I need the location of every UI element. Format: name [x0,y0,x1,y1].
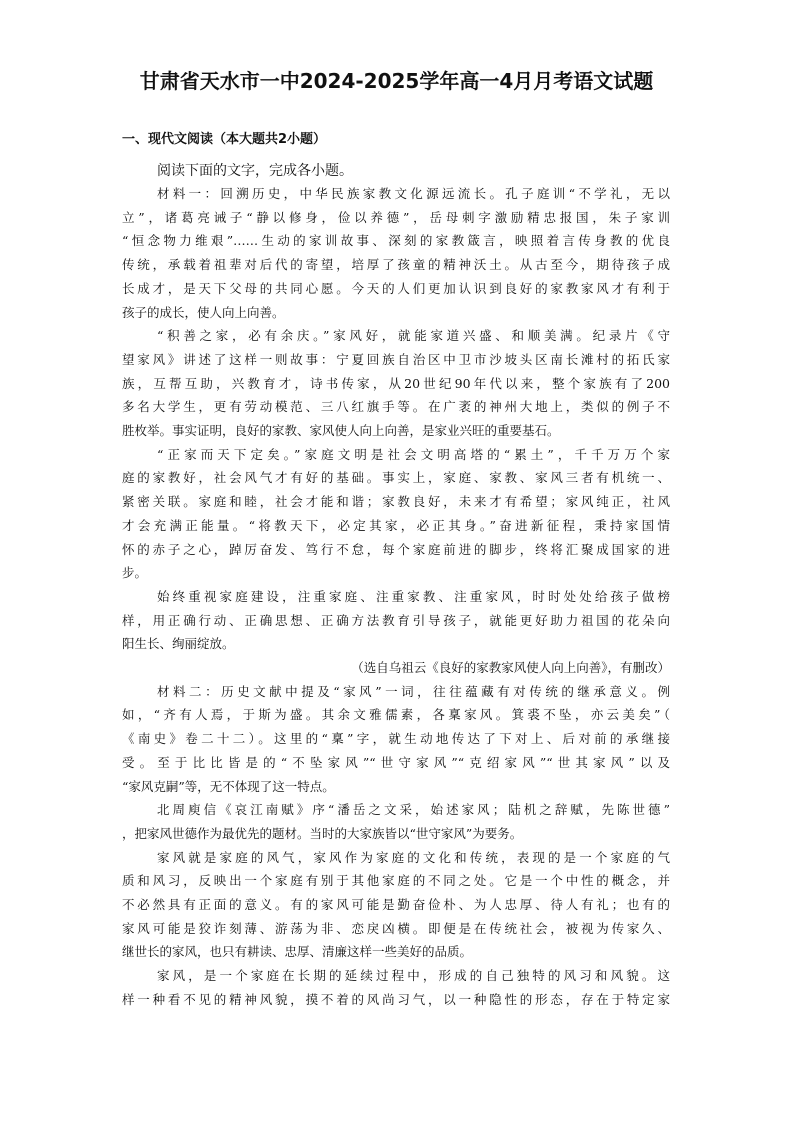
passage-line: 孩子的成长，使人向上向善。 [122,304,285,320]
passage-line: 传统，承载着祖辈对后代的寄望，培厚了孩童的精神沃土。从古至今，期待孩子成 [122,257,670,273]
passage-line: 立”，诸葛亮诫子“静以修身，俭以养德”，岳母刺字激励精忠报国，朱子家训 [122,209,670,225]
passage-line: 样一种看不见的精神风貌，摸不着的风尚习气，以一种隐性的形态，存在于特定家 [122,991,670,1007]
passage-line: 家风可能是狡诈刻薄、游荡为非、恋戾凶横。即便是在传统社会，被视为传家久、 [122,920,670,936]
passage-line: 庭的家教好，社会风气才有好的基础。事实上，家庭、家教、家风三者有机统一、 [122,470,670,486]
passage-line: 紧密关联。家庭和睦，社会才能和谐；家教良好，未来才有希望；家风纯正，社风 [122,494,670,510]
passage-line: “恒念物力维艰”……生动的家训故事、深刻的家教箴言，映照着言传身教的优良 [122,233,670,249]
reading-instruction: 阅读下面的文字，完成各小题。 [157,163,353,179]
section-heading: 一、现代文阅读（本大题共2小题） [122,132,327,147]
passage-line: “正家而天下定矣。”家庭文明是社会文明高塔的“累土”，千千万万个家 [157,446,670,462]
passage-line: 材料二：历史文献中提及“家风”一词，往往蕴藏有对传统的继承意义。例 [157,683,670,699]
passage-line: 北周庾信《哀江南赋》序“潘岳之文采，始述家风；陆机之辞赋，先陈世德” [157,802,670,818]
passage-line: “积善之家，必有余庆。”家风好，就能家道兴盛、和顺美满。纪录片《守 [157,328,670,344]
passage-line: 不必然具有正面的意义。有的家风可能是勤奋俭朴、为人忠厚、待人有礼；也有的 [122,897,670,912]
passage-line: 才会充满正能量。“将教天下，必定其家，必正其身。”奋进新征程，秉持家国情 [122,517,670,533]
passage-line: 望家风》讲述了这样一则故事：宁夏回族自治区中卫市沙坡头区南长滩村的拓氏家 [122,351,670,367]
passage-line: 受。至于比比皆是的“不坠家风”“世守家风”“克绍家风”“世其家风”以及 [122,754,670,770]
passage-line: 如，“齐有人焉，于斯为盛。其余文雅儒素，各稟家风。箕裘不坠，亦云美矣”（ [122,707,670,723]
passage-line: 家风，是一个家庭在长期的延续过程中，形成的自己独特的风习和风貌。这 [157,968,670,984]
document-title: 甘肃省天水市一中2024-2025学年高一4月月考语文试题 [139,69,654,93]
passage-line: 族，互帮互助，兴教育才，诗书传家，从20世纪90年代以来，整个家族有了200 [122,375,670,391]
passage-line: 长成才，是天下父母的共同心愿。今天的人们更加认识到良好的家教家风才有利于 [122,280,670,296]
passage-line: 阳生长、绚丽绽放。 [122,636,235,652]
passage-line: 步。 [122,565,148,581]
passage-line: 家风就是家庭的风气，家风作为家庭的文化和传统，表现的是一个家庭的气 [157,849,670,865]
passage-line: 胜枚举。事实证明，良好的家教、家风使人向上向善，是家业兴旺的重要基石。 [122,423,560,438]
passage-line: 样，用正确行动、正确思想、正确方法教育引导孩子，就能更好助力祖国的花朵向 [122,612,670,628]
passage-line: 怀的赤子之心，踔厉奋发、笃行不怠，每个家庭前进的脚步，终将汇聚成国家的进 [122,541,670,557]
passage-line: 《南史》卷二十二）。这里的“稟”字，就生动地传达了下对上、后对前的承继接 [122,731,670,747]
passage-line: 质和风习，反映出一个家庭有别于其他家庭的不同之处。它是一个中性的概念，并 [122,873,670,889]
passage-line: “家风克嗣”等，无不体现了这一特点。 [122,778,335,794]
passage-line: ，把家风世德作为最优先的题材。当时的大家族皆以“世守家风”为要务。 [122,825,523,841]
passage-line: 材料一：回溯历史，中华民族家教文化源远流长。孔子庭训“不学礼，无以 [157,186,670,201]
passage-line: 多名大学生，更有劳动模范、三八红旗手等。在广袤的神州大地上，类似的例子不 [122,399,670,415]
passage-line: 始终重视家庭建设，注重家庭、注重家教、注重家风，时时处处给孩子做榜 [157,588,670,604]
source-citation: （选自乌祖云《良好的家教家风使人向上向善》，有删改） [351,660,670,675]
passage-line: 继世长的家风，也只有耕读、忠厚、清廉这样一些美好的品质。 [122,944,473,960]
